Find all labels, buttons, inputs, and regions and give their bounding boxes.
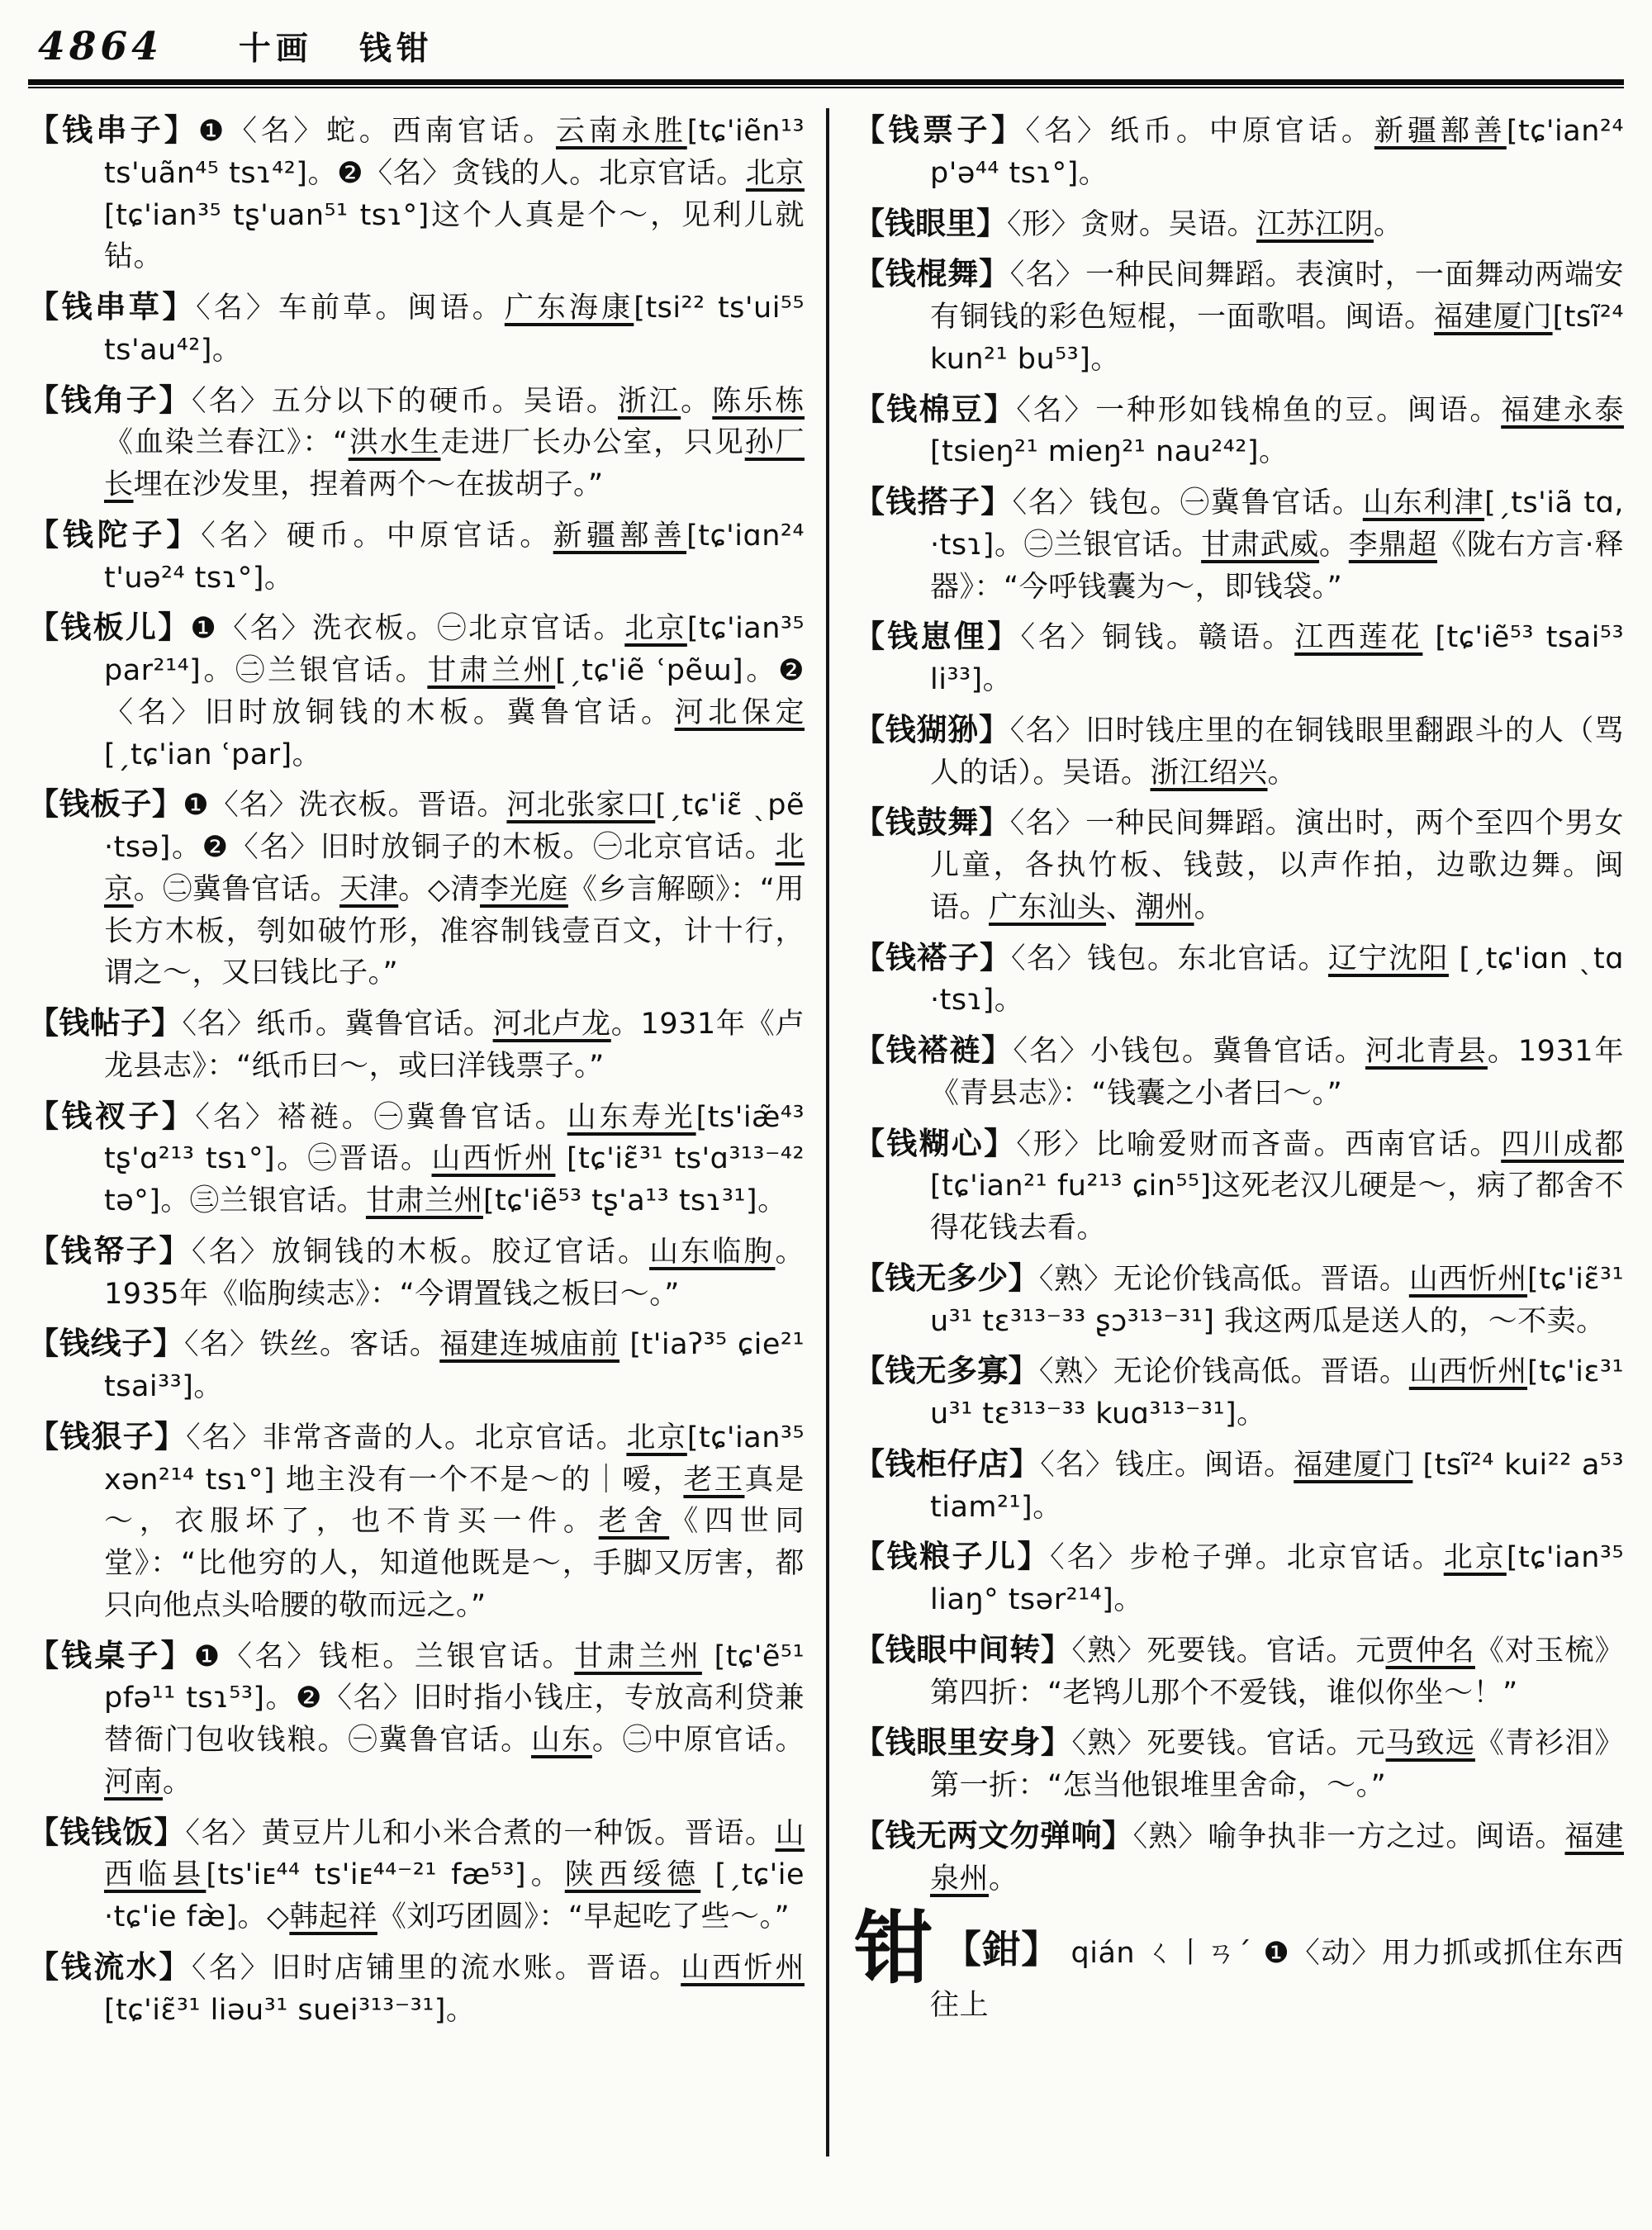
- dict-entry: [28, 1415, 805, 1627]
- big-headword-character: 钳: [854, 1902, 935, 1995]
- entry-text: 〈熟〉死要钱。官话。元: [1071, 1634, 1386, 1668]
- entry-text: 《青衫泪》第一折：“怎当他银堆里舍命，～。”: [930, 1727, 1624, 1802]
- entry-text: ❶〈名〉洗衣板。㊀北京官话。: [190, 612, 625, 646]
- entry-headword: 【钱眼里安身】: [854, 1725, 1072, 1761]
- header-guide-words: 钱钳: [358, 31, 434, 68]
- entry-text: 〈名〉旧时店铺里的流水账。晋语。: [192, 1951, 681, 1985]
- proper-noun-underlined: 河北卢龙: [492, 1008, 611, 1041]
- proper-noun-underlined: 福建泉州: [930, 1820, 1624, 1896]
- entry-text: 《四世同堂》：“比他穷的人，知道他既是～，手脚又厉害，都只向他点头哈腰的敬而远之。”: [104, 1505, 805, 1622]
- proper-noun-underlined: 河南: [104, 1765, 164, 1799]
- proper-noun-underlined: 广东汕头: [989, 890, 1107, 924]
- entry-headword: 【钱衩子】: [28, 1098, 196, 1134]
- proper-noun-underlined: 山东利津: [1362, 486, 1485, 520]
- entry-text: 《刘巧团圆》：“早起吃了些～。”: [377, 1900, 790, 1933]
- entry-text: 〈名〉纸币。冀鲁官话。: [182, 1008, 493, 1041]
- entry-text: [tɕ'iɛ̃³¹ ts'ɑ³¹³⁻⁴² tə°]。㊂兰银官话。: [104, 1142, 805, 1217]
- proper-noun-underlined: 福建厦门: [1294, 1448, 1413, 1482]
- entry-headword: 【钱搭子】: [854, 484, 1013, 520]
- proper-noun-underlined: 老王: [683, 1463, 745, 1497]
- dict-entry: [854, 936, 1624, 1022]
- dict-entry: [854, 108, 1624, 195]
- proper-noun-underlined: 山西忻州: [1408, 1355, 1528, 1389]
- dict-entry: [854, 708, 1624, 795]
- proper-noun-underlined: 马致远: [1385, 1727, 1475, 1761]
- entry-text: 〈名〉硬币。中原官话。: [201, 519, 553, 553]
- entry-text: 《乡言解颐》：“用长方木板，刳如破竹形，准容制钱壹百文，计十行，谓之～，又曰钱比子。”: [104, 872, 805, 990]
- entry-headword: 【钱串子】: [28, 112, 198, 148]
- entry-headword: 【钱糊心】: [854, 1125, 1017, 1161]
- entry-headword: 【钱棍舞】: [854, 256, 1010, 292]
- proper-noun-underlined: 北京: [745, 156, 805, 190]
- entry-text: 、: [1106, 890, 1136, 924]
- entry-text: [ˏts'iã tɑ, ·tsɿ]。㊁兰银官话。: [930, 486, 1624, 562]
- entry-text: [tsieŋ²¹ mieŋ²¹ nau²⁴²]。: [930, 435, 1289, 469]
- dict-entry: [28, 1321, 805, 1408]
- character-entry: [854, 1902, 1625, 2026]
- entry-headword: 【钱粮子儿】: [854, 1539, 1051, 1575]
- entry-text: 。: [163, 1765, 192, 1799]
- entry-text: 。: [1267, 756, 1298, 790]
- entry-text: 。: [1374, 207, 1403, 241]
- proper-noun-underlined: 辽宁沈阳: [1327, 942, 1449, 975]
- entry-text: 走进厂长办公室，只见: [440, 426, 745, 460]
- proper-noun-underlined: 北京: [626, 1421, 687, 1454]
- proper-noun-underlined: 新疆鄯善: [553, 519, 687, 553]
- entry-text: [tɕ'iẽn¹³ ts'uãn⁴⁵ tsɿ⁴²]。❷〈名〉贪钱的人。北京官话。: [104, 115, 805, 190]
- page-header: [28, 18, 1624, 79]
- entry-text: 〈名〉纸币。中原官话。: [1025, 115, 1374, 148]
- proper-noun-underlined: 孙厂长: [104, 426, 805, 501]
- dict-entry: [854, 387, 1624, 474]
- entry-text: 。1935年《临朐续志》：“今谓置钱之板曰～。”: [104, 1235, 805, 1311]
- proper-noun-underlined: 甘肃武威: [1201, 528, 1320, 562]
- entry-text: 《陇右方言·释器》：“今呼钱囊为～，即钱袋。”: [930, 528, 1624, 604]
- dict-entry: [28, 513, 805, 600]
- header-stroke-count: 十画: [238, 31, 313, 68]
- entry-text: 〈名〉五分以下的硬币。吴语。: [192, 384, 618, 418]
- entry-text: qián ㄑ丨ㄢˊ ❶〈动〉用力抓或抓住东西往上: [930, 1937, 1625, 2022]
- entry-headword: 【钱无两文勿弹响】: [854, 1817, 1133, 1853]
- entry-text: 。: [989, 1862, 1018, 1896]
- proper-noun-underlined: 浙江: [617, 384, 681, 418]
- dict-entry: [854, 1256, 1624, 1343]
- dict-entry: [854, 1628, 1624, 1715]
- proper-noun-underlined: 山东: [531, 1724, 592, 1757]
- dict-entry: [28, 1094, 805, 1222]
- entry-text: 。: [1194, 890, 1224, 924]
- entry-text: 〈熟〉无论价钱高低。晋语。: [1038, 1355, 1409, 1389]
- entry-text: [tɕ'iɛ̃³¹ u³¹ tɛ³¹³⁻³³ ʂɔ³¹³⁻³¹] 我这两瓜是送人的，～不卖。: [930, 1262, 1624, 1338]
- entry-headword: 【钱鼓舞】: [854, 804, 1010, 841]
- entry-text: 〈名〉步枪子弹。北京官话。: [1050, 1541, 1444, 1575]
- entry-headword: 【钱串草】: [28, 289, 197, 325]
- dict-entry: [28, 605, 805, 776]
- proper-noun-underlined: 陕西绥德: [564, 1858, 701, 1892]
- entry-text: 〈形〉贪财。吴语。: [1007, 207, 1257, 241]
- entry-text: 〈名〉一种民间舞蹈。演出时，两个至四个男女儿童，各执竹板、钱鼓，以声作拍，边歌边舞。闽语。: [930, 807, 1624, 924]
- dict-entry: [28, 108, 805, 278]
- dict-entry: [28, 378, 805, 506]
- entry-text: ❶〈名〉洗衣板。晋语。: [183, 789, 507, 823]
- entry-text: 〈名〉钱包。东北官话。: [1010, 942, 1328, 975]
- proper-noun-underlined: 北京: [624, 612, 687, 646]
- page-number: 4864: [38, 24, 163, 69]
- proper-noun-underlined: 韩起祥: [289, 1900, 377, 1933]
- dict-entry: [28, 1229, 805, 1316]
- entry-headword: 【钱票子】: [854, 112, 1026, 148]
- entry-text: [tsĩ²⁴ kui²² a⁵³ tiam²¹]。: [930, 1448, 1624, 1524]
- dict-entry: [854, 1535, 1624, 1621]
- entry-headword: 【钱眼里】: [854, 205, 1007, 241]
- proper-noun-underlined: 福建永泰: [1501, 393, 1624, 427]
- entry-headword: 【鉗】: [942, 1927, 1061, 1972]
- entry-headword: 【钱板子】: [28, 786, 183, 823]
- proper-noun-underlined: 李光庭: [480, 872, 568, 906]
- entry-text: 〈名〉铁丝。客话。: [184, 1328, 440, 1362]
- entry-text: [tɕ'iɑn²⁴ t'uə²⁴ tsɿ°]。: [104, 519, 805, 595]
- two-column-body: [28, 108, 1624, 2156]
- entry-text: 〈名〉放铜钱的木板。胶辽官话。: [192, 1235, 650, 1269]
- proper-noun-underlined: 山东临朐: [649, 1235, 776, 1269]
- entry-text: 〈名〉车前草。闽语。: [196, 292, 505, 325]
- entry-headword: 【钱褡裢】: [854, 1032, 1014, 1068]
- entry-text: [tɕ'ian³⁵ xən²¹⁴ tsɿ°] 地主没有一个不是～的｜嗳，: [104, 1421, 805, 1497]
- proper-noun-underlined: 甘肃兰州: [427, 654, 556, 687]
- entry-text: 《对玉梳》第四折：“老鸨儿那个不爱钱，谁似你坐～！”: [930, 1634, 1624, 1710]
- entry-text: ❶〈名〉蛇。西南官话。: [197, 115, 556, 148]
- entry-text: 〈名〉钱包。㊀冀鲁官话。: [1012, 486, 1363, 520]
- proper-noun-underlined: 甘肃兰州: [365, 1184, 483, 1217]
- entry-headword: 【钱钱饭】: [28, 1814, 186, 1850]
- entry-text: 〈名〉一种民间舞蹈。表演时，一面舞动两端安有铜钱的彩色短棍，一面歌唱。闽语。: [930, 259, 1624, 334]
- entry-text: 。1931年《卢龙县志》：“纸币曰～，或曰洋钱票子。”: [104, 1008, 805, 1083]
- entry-text: [tɕ'ẽ⁵¹ pfə¹¹ tsɿ⁵³]。❷〈名〉旧时指小钱庄，专放高利贷兼替衙门包收钱粮。㊀冀鲁官话。: [104, 1639, 805, 1757]
- proper-noun-underlined: 河北保定: [674, 695, 805, 729]
- proper-noun-underlined: 甘肃兰州: [574, 1639, 702, 1673]
- entry-headword: 【钱狠子】: [28, 1418, 187, 1454]
- entry-headword: 【钱眼中间转】: [854, 1631, 1072, 1668]
- dict-entry: [28, 285, 805, 372]
- entry-text: [tsi²² ts'ui⁵⁵ ts'au⁴²]。: [104, 292, 805, 367]
- proper-noun-underlined: 老舍: [598, 1505, 670, 1539]
- proper-noun-underlined: 北京: [104, 831, 805, 906]
- entry-text: 〈熟〉无论价钱高低。晋语。: [1038, 1262, 1409, 1296]
- entry-headword: 【钱角子】: [28, 382, 192, 418]
- proper-noun-underlined: 江西莲花: [1294, 621, 1423, 655]
- entry-text: [ˏtɕ'iɑn ˎtɑ ·tsɿ]。: [930, 942, 1624, 1018]
- header-rule: [28, 79, 1624, 88]
- proper-noun-underlined: 福建连城庙前: [439, 1328, 620, 1362]
- dict-entry: [854, 252, 1624, 380]
- proper-noun-underlined: 广东海康: [504, 292, 634, 325]
- entry-headword: 【钱线子】: [28, 1326, 184, 1362]
- entry-text: [tɕ'iẽ⁵³ tʂ'a¹³ tsɿ³¹]。: [482, 1184, 787, 1217]
- entry-headword: 【钱褡子】: [854, 939, 1011, 975]
- entry-headword: 【钱桌子】: [28, 1637, 194, 1673]
- entry-text: 《血染兰春江》：“: [104, 426, 349, 460]
- proper-noun-underlined: 陈乐栋: [712, 384, 805, 418]
- entry-text: 〈名〉褡裢。㊀冀鲁官话。: [195, 1100, 567, 1134]
- entry-text: 〈名〉非常吝啬的人。北京官话。: [186, 1421, 627, 1454]
- dict-entry: [854, 480, 1624, 608]
- entry-text: [tɕ'ian³⁵ liaŋ° tsər²¹⁴]。: [930, 1541, 1624, 1616]
- entry-headword: 【钱崽俚】: [854, 619, 1021, 655]
- entry-headword: 【钱柜仔店】: [854, 1445, 1041, 1482]
- entry-text: ❶〈名〉钱柜。兰银官话。: [193, 1639, 575, 1673]
- entry-text: [ˏtɕ'iɛ̃ ˎpẽ ·tsə]。❷〈名〉旧时放铜子的木板。㊀北京官话。: [104, 789, 805, 864]
- dict-entry: [28, 1634, 805, 1804]
- proper-noun-underlined: 山西忻州: [1408, 1262, 1528, 1296]
- entry-headword: 【钱帖子】: [28, 1005, 183, 1041]
- entry-text: 〈名〉钱庄。闽语。: [1040, 1448, 1294, 1482]
- entry-text: [tɕ'iɛ̃³¹ liəu³¹ suei³¹³⁻³¹]。: [104, 1993, 476, 2027]
- proper-noun-underlined: 山西忻州: [681, 1951, 805, 1985]
- proper-noun-underlined: 洪水生: [348, 426, 441, 460]
- entry-text: [tɕ'ian³⁵ par²¹⁴]。㊁兰银官话。: [104, 612, 805, 687]
- proper-noun-underlined: 北京: [1443, 1541, 1507, 1575]
- dict-entry: [854, 800, 1624, 928]
- entry-text: [tɕ'ian²⁴ p'ə⁴⁴ tsɿ°]。: [930, 115, 1624, 190]
- proper-noun-underlined: 山西临县: [104, 1816, 805, 1892]
- dict-entry: [854, 1720, 1624, 1807]
- entry-text: [tɕ'ian²¹ fu²¹³ ɕin⁵⁵]这死老汉儿硬是～，病了都舍不得花钱去看。: [930, 1170, 1624, 1245]
- dict-entry: [28, 1810, 805, 1938]
- entry-text: 。◇清: [398, 872, 480, 906]
- dict-entry: [854, 1122, 1624, 1250]
- entry-headword: 【钱陀子】: [28, 516, 202, 553]
- entry-text: 。: [1319, 528, 1349, 562]
- proper-noun-underlined: 浙江绍兴: [1150, 756, 1268, 790]
- entry-text: 〈名〉小钱包。冀鲁官话。: [1013, 1035, 1365, 1068]
- entry-text: [tɕ'iɛ³¹ u³¹ tɛ³¹³⁻³³ kuɑ³¹³⁻³¹]。: [930, 1355, 1624, 1431]
- entry-text: 〈名〉黄豆片儿和小米合煮的一种饭。晋语。: [185, 1816, 776, 1850]
- entry-text: 。1931年《青县志》：“钱囊之小者曰～。”: [930, 1035, 1624, 1110]
- proper-noun-underlined: 山东寿光: [567, 1100, 696, 1134]
- proper-noun-underlined: 贾仲名: [1385, 1634, 1475, 1668]
- proper-noun-underlined: 云南永胜: [555, 115, 687, 148]
- entry-text: [ˏtɕ'iẽ ʿpẽɯ]。❷〈名〉旧时放铜钱的木板。冀鲁官话。: [104, 654, 805, 729]
- proper-noun-underlined: 河北张家口: [506, 789, 656, 823]
- proper-noun-underlined: 福建厦门: [1434, 301, 1553, 334]
- dict-entry: [854, 1028, 1624, 1115]
- dict-entry: [28, 1001, 805, 1088]
- dict-entry: [854, 202, 1624, 246]
- proper-noun-underlined: 四川成都: [1501, 1127, 1624, 1161]
- entry-text: 。㊁冀鲁官话。: [133, 872, 339, 906]
- entry-text: 〈名〉铜钱。赣语。: [1020, 621, 1295, 655]
- right-column: [826, 108, 1624, 2156]
- proper-noun-underlined: 江苏江阴: [1256, 207, 1374, 241]
- entry-text: 〈名〉一种形如钱棉鱼的豆。闽语。: [1016, 393, 1502, 427]
- entry-text: [tɕ'ian³⁵ tʂ'uan⁵¹ tsɿ°]这个人真是个～，见利儿就钻。: [104, 198, 805, 274]
- entry-text: 。㊁中原官话。: [591, 1724, 805, 1757]
- entry-headword: 【钱帑子】: [28, 1232, 192, 1269]
- proper-noun-underlined: 山西忻州: [431, 1142, 556, 1176]
- dict-entry: [854, 614, 1624, 701]
- dict-entry: [28, 782, 805, 994]
- proper-noun-underlined: 河北青县: [1365, 1035, 1488, 1068]
- entry-text: 〈名〉旧时钱庄里的在铜钱眼里翻跟斗的人（骂人的话）。吴语。: [930, 714, 1624, 790]
- left-column: [28, 108, 826, 2156]
- entry-text: 埋在沙发里，捏着两个～在拔胡子。”: [133, 468, 604, 501]
- entry-headword: 【钱无多少】: [854, 1260, 1039, 1296]
- entry-text: 〈熟〉喻争执非一方之过。闽语。: [1132, 1820, 1565, 1853]
- dict-entry: [854, 1814, 1624, 1900]
- entry-text: [ts'iᴇ⁴⁴ ts'iᴇ⁴⁴⁻²¹ fæ⁵³]。: [206, 1858, 565, 1892]
- entry-headword: 【钱棉豆】: [854, 391, 1017, 427]
- entry-headword: 【钱无多寡】: [854, 1353, 1039, 1389]
- dict-entry: [854, 1442, 1624, 1529]
- entry-headword: 【钱流水】: [28, 1948, 192, 1985]
- proper-noun-underlined: 天津: [339, 872, 399, 906]
- entry-headword: 【钱猢狲】: [854, 711, 1010, 747]
- dict-entry: [28, 1945, 805, 2032]
- proper-noun-underlined: 新疆鄯善: [1374, 115, 1507, 148]
- entry-text: 〈形〉比喻爱财而吝啬。西南官话。: [1016, 1127, 1502, 1161]
- entry-text: [tɕ'iẽ⁵³ tsai⁵³ li³³]。: [930, 621, 1624, 696]
- entry-text: 〈熟〉死要钱。官话。元: [1071, 1727, 1386, 1761]
- entry-text: 。: [681, 384, 713, 418]
- entry-headword: 【钱板儿】: [28, 610, 191, 646]
- dict-entry: [854, 1349, 1624, 1435]
- proper-noun-underlined: 潮州: [1135, 890, 1194, 924]
- entry-text: [ˏtɕ'ian ʿpar]。: [104, 738, 322, 771]
- entry-text: [ˏtɕ'ie ·tɕ'ie fæ̀]。◇: [104, 1858, 805, 1933]
- entry-text: [t'iaʔ³⁵ ɕie²¹ tsai³³]。: [104, 1328, 805, 1403]
- entry-text: 真是～，衣服坏了，也不肯买一件。: [104, 1463, 805, 1539]
- entry-text: [ts'iæ̃⁴³ tʂ'ɑ²¹³ tsɿ°]。㊁晋语。: [104, 1100, 805, 1176]
- entry-text: [tsĩ²⁴ kun²¹ bu⁵³]。: [930, 301, 1624, 376]
- proper-noun-underlined: 李鼎超: [1348, 528, 1437, 562]
